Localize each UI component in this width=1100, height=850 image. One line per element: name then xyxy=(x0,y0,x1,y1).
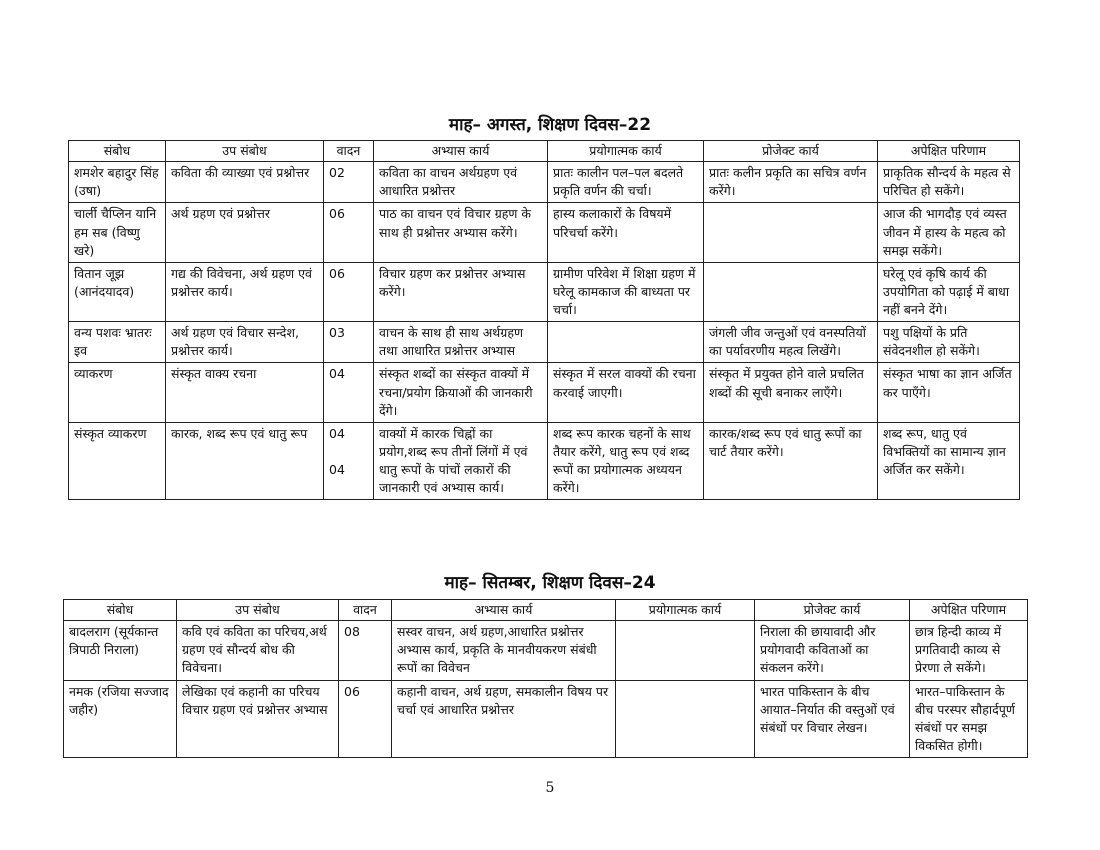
table-row xyxy=(64,621,1028,680)
col-header-project-work: प्रोजेक्ट कार्य xyxy=(704,141,878,162)
expected-outcome-cell: संस्कृत भाषा का ज्ञान अर्जित कर पाएँगे। xyxy=(878,363,1020,422)
project-work-cell: भारत पाकिस्तान के बीच आयात–निर्यात की वस्तुओं एवं संबंधों पर विचार लेखन। xyxy=(755,680,910,758)
project-work-cell xyxy=(704,203,878,262)
col-header-periods: वादन xyxy=(324,141,374,162)
page-number: 5 xyxy=(545,780,555,796)
col-header-sub-concept: उप संबोध xyxy=(177,600,339,621)
practical-work-cell: ग्रामीण परिवेश में शिक्षा ग्रहण में घरेलू कामकाज की बाध्यता पर चर्चा। xyxy=(548,262,704,321)
sub-concept-cell: लेखिका एवं कहानी का परिचय विचार ग्रहण एवं प्रश्नोत्तर अभ्यास xyxy=(177,680,339,758)
col-header-expected-outcome: अपेक्षित परिणाम xyxy=(910,600,1028,621)
practice-work-cell: पाठ का वाचन एवं विचार ग्रहण के साथ ही प्रश्नोत्तर अभ्यास करेंगे। xyxy=(374,203,548,262)
table-row xyxy=(69,203,1020,262)
practice-work-cell: कहानी वाचन, अर्थ ग्रहण, समकालीन विषय पर चर्चा एवं आधारित प्रश्नोत्तर xyxy=(392,680,616,758)
col-header-practice-work: अभ्यास कार्य xyxy=(374,141,548,162)
periods-cell: 03 xyxy=(324,322,374,363)
expected-outcome-cell: भारत–पाकिस्तान के बीच परस्पर सौहार्दपूर्ण संबंधों पर समझ विकसित होगी। xyxy=(910,680,1028,758)
expected-outcome-cell: घरेलू एवं कृषि कार्य की उपयोगिता को पढ़ाई में बाधा नहीं बनने देंगे। xyxy=(878,262,1020,321)
periods-cell: 06 xyxy=(324,203,374,262)
concept-cell: नमक (रजिया सज्जाद जहीर) xyxy=(64,680,177,758)
table-row xyxy=(69,262,1020,321)
col-header-sub-concept: उप संबोध xyxy=(166,141,324,162)
practice-work-cell: विचार ग्रहण कर प्रश्नोत्तर अभ्यास करेंगे। xyxy=(374,262,548,321)
concept-cell: शमशेर बहादुर सिंह (उषा) xyxy=(69,162,166,203)
table-row xyxy=(69,322,1020,363)
practical-work-cell xyxy=(616,680,755,758)
col-header-practical-work: प्रयोगात्मक कार्य xyxy=(616,600,755,621)
table-row xyxy=(69,363,1020,422)
table-row xyxy=(64,680,1028,758)
practice-work-cell: संस्कृत शब्दों का संस्कृत वाक्यों में रचना/प्रयोग क्रियाओं की जानकारी देंगे। xyxy=(374,363,548,422)
periods-cell: 08 xyxy=(339,621,392,680)
col-header-concept: संबोध xyxy=(64,600,177,621)
august-table xyxy=(68,140,1020,500)
table-row xyxy=(69,422,1020,500)
practical-work-cell: प्रातः कालीन पल–पल बदलते प्रकृति वर्णन की चर्चा। xyxy=(548,162,704,203)
concept-cell: वन्य पशवः भ्रातरः इव xyxy=(69,322,166,363)
project-work-cell: प्रातः कलीन प्रकृति का सचित्र वर्णन करेंगे। xyxy=(704,162,878,203)
concept-cell: संस्कृत व्याकरण xyxy=(69,422,166,500)
project-work-cell xyxy=(704,262,878,321)
col-header-expected-outcome: अपेक्षित परिणाम xyxy=(878,141,1020,162)
col-header-concept: संबोध xyxy=(69,141,166,162)
practical-work-cell: हास्य कलाकारों के विषयमें परिचर्चा करेंगे। xyxy=(548,203,704,262)
sub-concept-cell: कारक, शब्द रूप एवं धातु रूप xyxy=(166,422,324,500)
col-header-practical-work: प्रयोगात्मक कार्य xyxy=(548,141,704,162)
sub-concept-cell: कवि एवं कविता का परिचय,अर्थ ग्रहण एवं सौन्दर्य बोध की विवेचना। xyxy=(177,621,339,680)
expected-outcome-cell: छात्र हिन्दी काव्य में प्रगतिवादी काव्य से प्रेरणा ले सकेंगे। xyxy=(910,621,1028,680)
sub-concept-cell: गद्य की विवेचना, अर्थ ग्रहण एवं प्रश्नोत्तर कार्य। xyxy=(166,262,324,321)
table-header-row xyxy=(69,141,1020,162)
periods-cell: 06 xyxy=(339,680,392,758)
periods-cell: 04 xyxy=(324,363,374,422)
sub-concept-cell: कविता की व्याख्या एवं प्रश्नोत्तर xyxy=(166,162,324,203)
periods-cell: 06 xyxy=(324,262,374,321)
practical-work-cell: संस्कृत में सरल वाक्यों की रचना करवाई जाएगी। xyxy=(548,363,704,422)
project-work-cell: संस्कृत में प्रयुक्त होने वाले प्रचलित शब्दों की सूची बनाकर लाएँगे। xyxy=(704,363,878,422)
september-table xyxy=(63,599,1028,758)
periods-cell: 02 xyxy=(324,162,374,203)
expected-outcome-cell: प्राकृतिक सौन्दर्य के महत्व से परिचित हो सकेंगे। xyxy=(878,162,1020,203)
concept-cell: चार्ली चैप्लिन यानि हम सब (विष्णु खरे) xyxy=(69,203,166,262)
concept-cell: व्याकरण xyxy=(69,363,166,422)
concept-cell: वितान जूझ (आनंदयादव) xyxy=(69,262,166,321)
col-header-periods: वादन xyxy=(339,600,392,621)
col-header-practice-work: अभ्यास कार्य xyxy=(392,600,616,621)
project-work-cell: निराला की छायावादी और प्रयोगवादी कविताओं का संकलन करेंगे। xyxy=(755,621,910,680)
col-header-project-work: प्रोजेक्ट कार्य xyxy=(755,600,910,621)
practice-work-cell: कविता का वाचन अर्थग्रहण एवं आधारित प्रश्नोत्तर xyxy=(374,162,548,203)
sub-concept-cell: अर्थ ग्रहण एवं विचार सन्देश, प्रश्नोत्तर कार्य। xyxy=(166,322,324,363)
september-heading: माह– सितम्बर, शिक्षण दिवस–24 xyxy=(444,573,656,593)
sub-concept-cell: संस्कृत वाक्य रचना xyxy=(166,363,324,422)
practical-work-cell xyxy=(616,621,755,680)
practical-work-cell xyxy=(548,322,704,363)
concept-cell: बादलराग (सूर्यकान्त त्रिपाठी निराला) xyxy=(64,621,177,680)
table-header-row xyxy=(64,600,1028,621)
practice-work-cell: सस्वर वाचन, अर्थ ग्रहण,आधारित प्रश्नोत्तर अभ्यास कार्य, प्रकृति के मानवीयकरण संबंधी रूपों का विवेचन xyxy=(392,621,616,680)
expected-outcome-cell: शब्द रूप, धातु एवं विभक्तियों का सामान्य ज्ञान अर्जित कर सकेंगे। xyxy=(878,422,1020,500)
project-work-cell: कारक/शब्द रूप एवं धातु रूपों का चार्ट तैयार करेंगे। xyxy=(704,422,878,500)
project-work-cell: जंगली जीव जन्तुओं एवं वनस्पतियों का पर्यावरणीय महत्व लिखेंगे। xyxy=(704,322,878,363)
practice-work-cell: वाक्यों में कारक चिह्नों का प्रयोग,शब्द रूप तीनों लिंगों में एवं धातु रूपों के पांचों लकारों की जानकारी एवं अभ्यास कार्य। xyxy=(374,422,548,500)
table-row xyxy=(69,162,1020,203)
periods-cell: 04 04 xyxy=(324,422,374,500)
august-heading: माह– अगस्त, शिक्षण दिवस–22 xyxy=(448,115,652,135)
expected-outcome-cell: आज की भागदौड़ एवं व्यस्त जीवन में हास्य के महत्व को समझ सकेंगे। xyxy=(878,203,1020,262)
expected-outcome-cell: पशु पक्षियों के प्रति संवेदनशील हो सकेंगे। xyxy=(878,322,1020,363)
sub-concept-cell: अर्थ ग्रहण एवं प्रश्नोत्तर xyxy=(166,203,324,262)
practice-work-cell: वाचन के साथ ही साथ अर्थग्रहण तथा आधारित प्रश्नोत्तर अभ्यास xyxy=(374,322,548,363)
practical-work-cell: शब्द रूप कारक चहनों के साथ तैयार करेंगे, धातु रूप एवं शब्द रूपों का प्रयोगात्मक अध्ययन करेंगे। xyxy=(548,422,704,500)
